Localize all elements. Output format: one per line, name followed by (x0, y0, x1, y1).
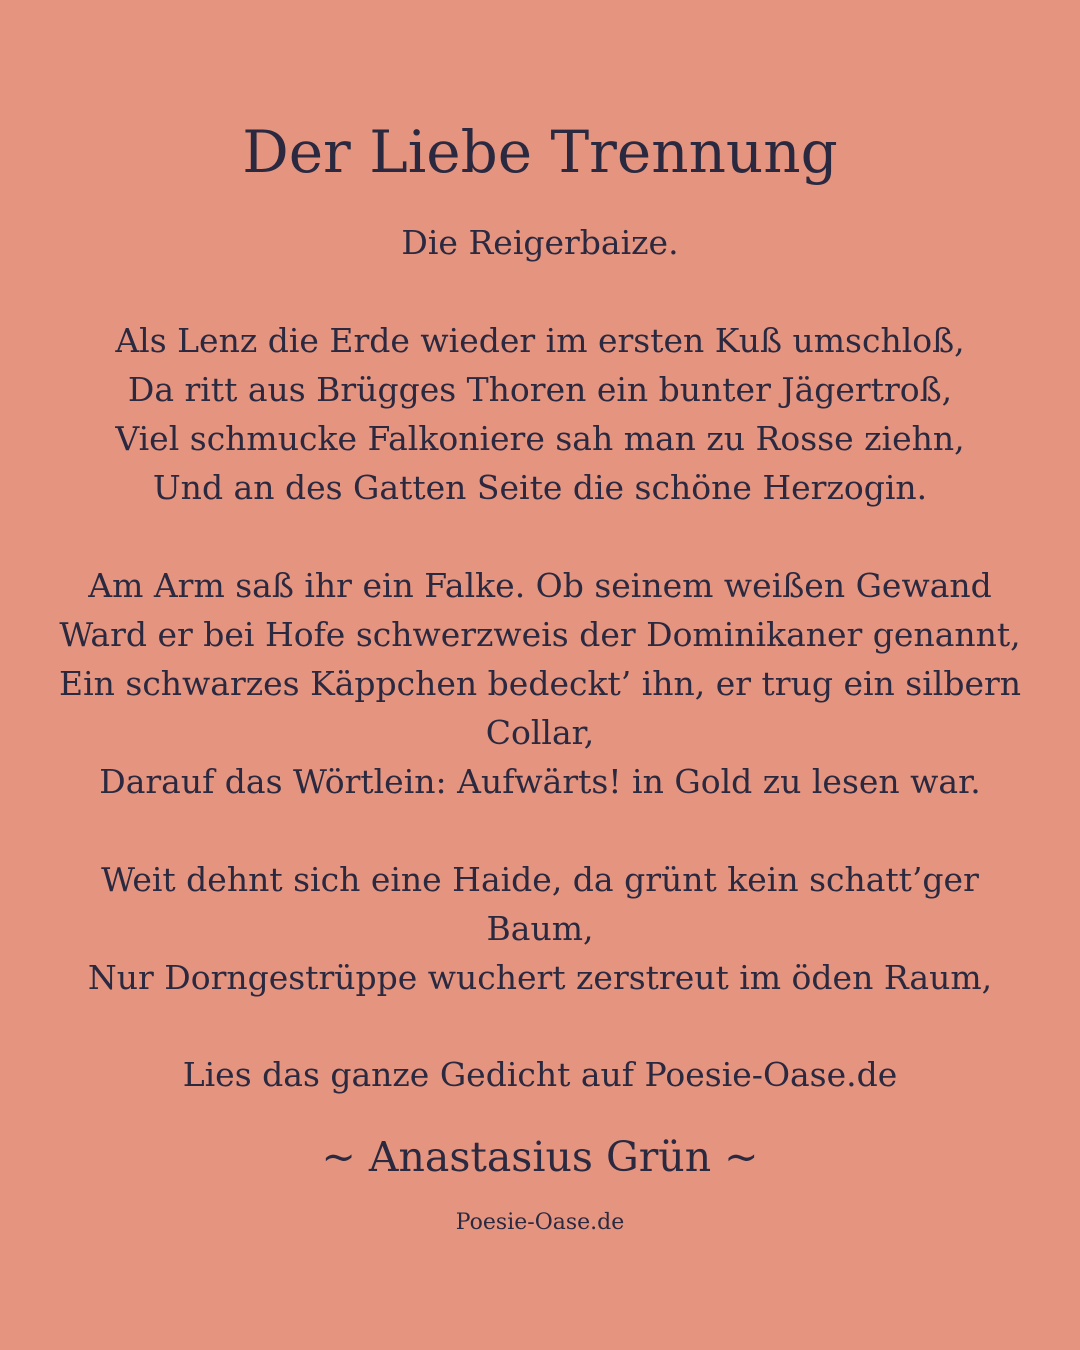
read-more-text: Lies das ganze Gedicht auf Poesie-Oase.de (182, 1055, 898, 1094)
verse-line: Darauf das Wörtlein: Aufwärts! in Gold zu lesen war. (99, 762, 981, 801)
verse-line: Nur Dorngestrüppe wuchert zerstreut im öden Raum, (87, 958, 993, 997)
verse-line: Viel schmucke Falkoniere sah man zu Rosse ziehn, (115, 419, 965, 458)
poem-subtitle: Die Reigerbaize. (401, 223, 679, 262)
verse-line: Ward er bei Hofe schwerzweis der Dominikaner genannt, (59, 615, 1021, 654)
stanza (40, 316, 1040, 512)
verse-line: Da ritt aus Brügges Thoren ein bunter Jägertroß, (127, 370, 953, 409)
stanza (40, 855, 1040, 1002)
verse-line: Baum, (486, 909, 594, 948)
verse-line: Collar, (485, 713, 595, 752)
verse-line: Als Lenz die Erde wieder im ersten Kuß umschloß, (115, 321, 965, 360)
verse-line: Ein schwarzes Käppchen bedeckt’ ihn, er trug ein silbern (59, 664, 1021, 703)
stanza (40, 561, 1040, 806)
verse-line: Weit dehnt sich eine Haide, da grünt kein schatt’ger (101, 860, 979, 899)
author-name: ~ Anastasius Grün ~ (321, 1133, 759, 1181)
verse-line: Am Arm saß ihr ein Falke. Ob seinem weißen Gewand (88, 566, 992, 605)
poem-title: Der Liebe Trennung (242, 118, 838, 186)
verse-line: Und an des Gatten Seite die schöne Herzogin. (152, 468, 928, 507)
site-footer: Poesie-Oase.de (455, 1210, 625, 1235)
